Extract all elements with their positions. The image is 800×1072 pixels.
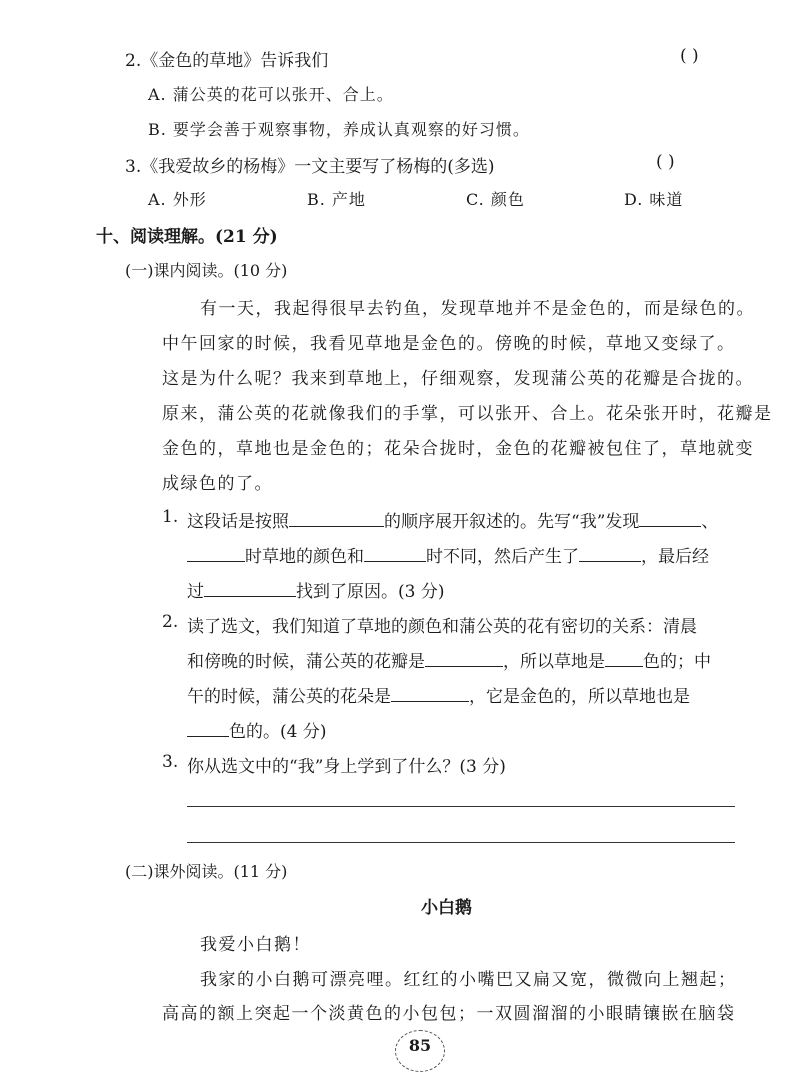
fill-blank[interactable] [639, 508, 701, 527]
answer-paren[interactable]: ( ) [656, 152, 675, 172]
part1-heading: (一)课内阅读。(10 分) [125, 261, 288, 280]
fill-blank[interactable] [204, 578, 296, 597]
answer-paren[interactable]: ( ) [680, 46, 699, 66]
page-number: 85 [395, 1030, 445, 1072]
text-fragment: 这段话是按照 [187, 512, 289, 532]
choice-b[interactable]: B. 产地 [307, 190, 366, 209]
text-fragment: 午的时候，蒲公英的花朵是 [187, 687, 391, 707]
subquestion-2-line-2 [187, 647, 711, 672]
answer-line[interactable] [187, 842, 735, 843]
fill-blank[interactable] [391, 683, 469, 702]
text-fragment: 、 [701, 512, 719, 532]
part2-heading: (二)课外阅读。(11 分) [125, 862, 288, 881]
answer-line[interactable] [187, 806, 735, 807]
fill-blank[interactable] [187, 543, 245, 562]
choice-b[interactable]: B. 要学会善于观察事物，养成认真观察的好习惯。 [148, 120, 530, 139]
text-fragment: 的顺序展开叙述的。先写“我”发现 [384, 512, 640, 532]
question-2-stem: 2.《金色的草地》告诉我们 [125, 51, 329, 71]
fill-blank[interactable] [289, 508, 384, 527]
passage-line: 成绿色的了。 [162, 474, 273, 494]
fill-blank[interactable] [425, 648, 503, 667]
text-fragment: 和傍晚的时候，蒲公英的花瓣是 [187, 652, 425, 672]
passage-line: 中午回家的时候，我看见草地是金色的。傍晚的时候，草地又变绿了。 [162, 334, 736, 354]
passage-line: 我家的小白鹅可漂亮哩。红红的小嘴巴又扁又宽，微微向上翘起； [200, 970, 737, 990]
text-fragment: ，最后经 [641, 547, 709, 567]
passage-line: 金色的，草地也是金色的；花朵合拢时，金色的花瓣被包住了，草地就变 [162, 439, 754, 459]
subquestion-1-number: 1. [162, 507, 179, 527]
text-fragment: 找到了原因。(3 分) [296, 582, 445, 602]
passage-line: 这是为什么呢？我来到草地上，仔细观察，发现蒲公英的花瓣是合拢的。 [162, 369, 754, 389]
choice-d[interactable]: D. 味道 [624, 190, 684, 209]
question-3-stem: 3.《我爱故乡的杨梅》一文主要写了杨梅的(多选) [125, 157, 495, 177]
subquestion-2-number: 2. [162, 612, 179, 632]
choice-a[interactable]: A. 外形 [148, 190, 207, 209]
subquestion-2-line-4 [187, 717, 326, 742]
subquestion-3-text: 你从选文中的“我”身上学到了什么？(3 分) [187, 757, 506, 777]
subquestion-2-line-3 [187, 682, 690, 707]
text-fragment: ，所以草地是 [503, 652, 605, 672]
passage-line: 有一天，我起得很早去钓鱼，发现草地并不是金色的，而是绿色的。 [200, 299, 755, 319]
choice-c[interactable]: C. 颜色 [466, 190, 525, 209]
choice-a[interactable]: A. 蒲公英的花可以张开、合上。 [148, 85, 394, 104]
fill-blank[interactable] [364, 543, 426, 562]
passage-line: 我爱小白鹅！ [200, 935, 311, 955]
text-fragment: ，它是金色的，所以草地也是 [469, 687, 690, 707]
fill-blank[interactable] [605, 648, 643, 667]
subquestion-3-number: 3. [162, 752, 179, 772]
text-fragment: 色的；中 [643, 652, 711, 672]
subquestion-1-line-3 [187, 577, 444, 602]
article-title: 小白鹅 [421, 898, 472, 918]
text-fragment: 时不同，然后产生了 [426, 547, 579, 567]
text-fragment: 时草地的颜色和 [245, 547, 364, 567]
text-fragment: 色的。(4 分) [229, 722, 327, 742]
subquestion-1-line-1 [187, 507, 718, 532]
subquestion-1-line-2 [187, 542, 709, 567]
section-heading: 十、阅读理解。(21 分) [96, 227, 278, 247]
text-fragment: 过 [187, 582, 204, 602]
passage-line: 高高的额上突起一个淡黄色的小包包；一双圆溜溜的小眼睛镶嵌在脑袋 [162, 1004, 736, 1024]
passage-line: 原来，蒲公英的花就像我们的手掌，可以张开、合上。花朵张开时，花瓣是 [162, 404, 773, 424]
fill-blank[interactable] [187, 718, 229, 737]
subquestion-2-line-1: 读了选文，我们知道了草地的颜色和蒲公英的花有密切的关系：清晨 [187, 617, 697, 637]
fill-blank[interactable] [579, 543, 641, 562]
